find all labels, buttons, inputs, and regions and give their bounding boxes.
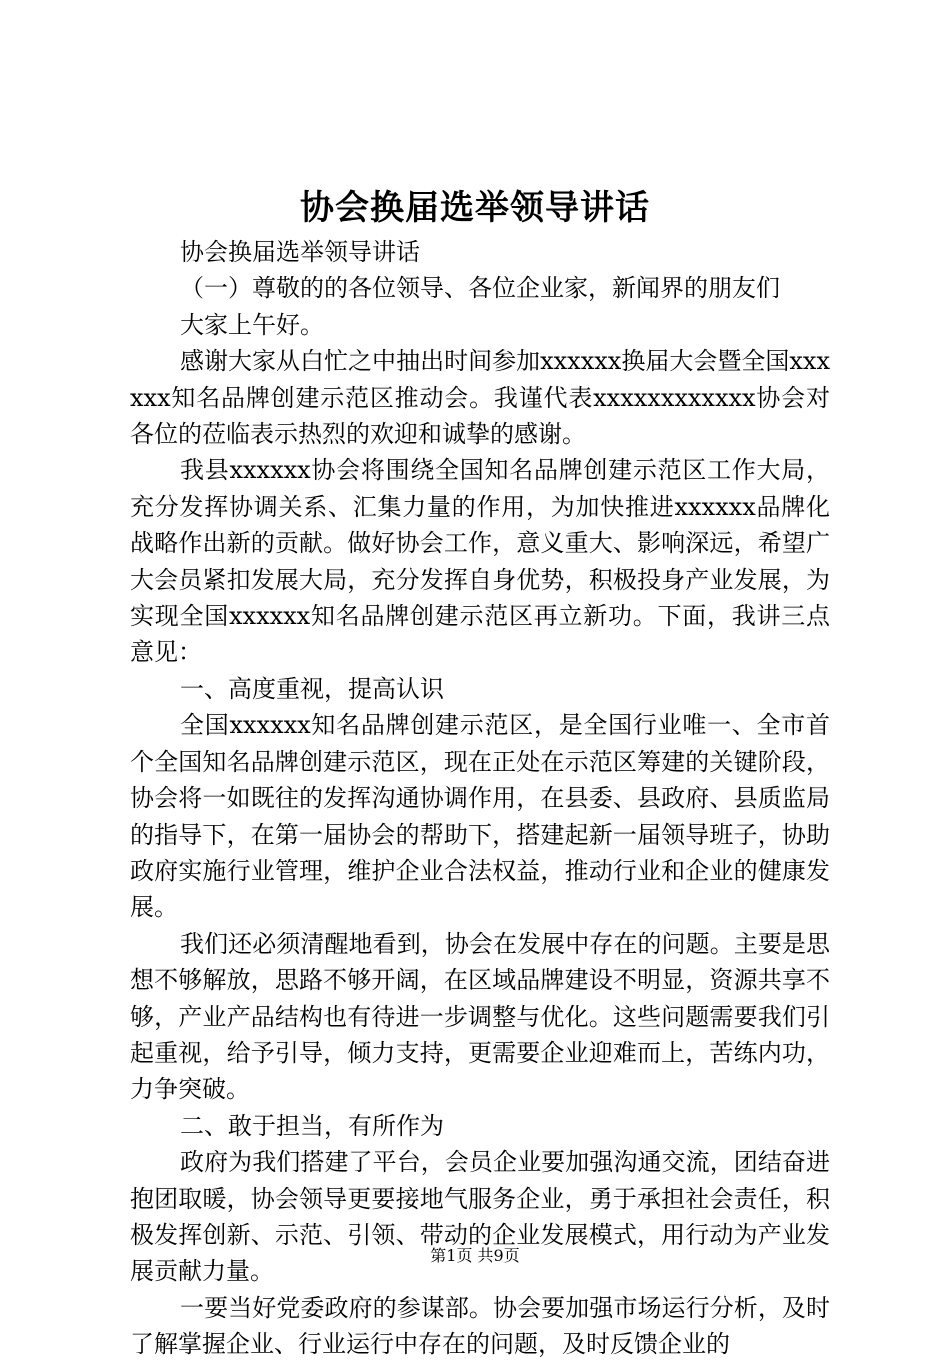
section-heading-1: 一、高度重视，提高认识 <box>180 674 444 703</box>
paragraph-section-2b: 一要当好党委政府的参谋部。协会要加强市场运行分析，及时了解掌握企业、行业运行中存在的问题，及时反馈企业的 <box>130 1293 830 1359</box>
document-title: 协会换届选举领导讲话 <box>300 188 650 228</box>
paragraph-greeting: 大家上午好。 <box>180 310 324 339</box>
page-footer: 第1页 共9页 <box>430 1246 520 1265</box>
paragraph-salutation: （一）尊敬的的各位领导、各位企业家，新闻界的朋友们 <box>180 274 780 303</box>
section-heading-2: 二、敢于担当，有所作为 <box>180 1111 444 1140</box>
paragraph-intro: 我县xxxxxx协会将围绕全国知名品牌创建示范区工作大局，充分发挥协调关系、汇集力量的作用，为加快推进xxxxxx品牌化战略作出新的贡献。做好协会工作，意义重大、影响深远，希望广大会员紧扣发展大局，充分发挥自身优势，积极投身产业发展，为实现全国xxxxxx知名品牌创建示范区再立新功。下面，我讲三点意见： <box>130 456 830 667</box>
paragraph-section-1b: 我们还必须清醒地看到，协会在发展中存在的问题。主要是思想不够解放，思路不够开阔，在区域品牌建设不明显，资源共享不够，产业产品结构也有待进一步调整与优化。这些问题需要我们引起重视，给予引导，倾力支持，更需要企业迎难而上，苦练内功，力争突破。 <box>130 929 830 1104</box>
document-body <box>130 234 830 1363</box>
paragraph-section-2a: 政府为我们搭建了平台，会员企业要加强沟通交流，团结奋进抱团取暖，协会领导更要接地气服务企业，勇于承担社会责任，积极发挥创新、示范、引领、带动的企业发展模式，用行动为产业发展贡献力量。 <box>130 1148 830 1286</box>
paragraph-thanks: 感谢大家从白忙之中抽出时间参加xxxxxx换届大会暨全国xxxxxx知名品牌创建示范区推动会。我谨代表xxxxxxxxxxxx协会对各位的莅临表示热烈的欢迎和诚挚的感谢。 <box>130 347 830 449</box>
paragraph-section-1a: 全国xxxxxx知名品牌创建示范区，是全国行业唯一、全市首个全国知名品牌创建示范区，现在正处在示范区筹建的关键阶段，协会将一如既往的发挥沟通协调作用，在县委、县政府、县质监局的指导下，在第一届协会的帮助下，搭建起新一届领导班子，协助政府实施行业管理，维护企业合法权益，推动行业和企业的健康发展。 <box>130 711 830 922</box>
paragraph-subtitle: 协会换届选举领导讲话 <box>180 238 420 266</box>
